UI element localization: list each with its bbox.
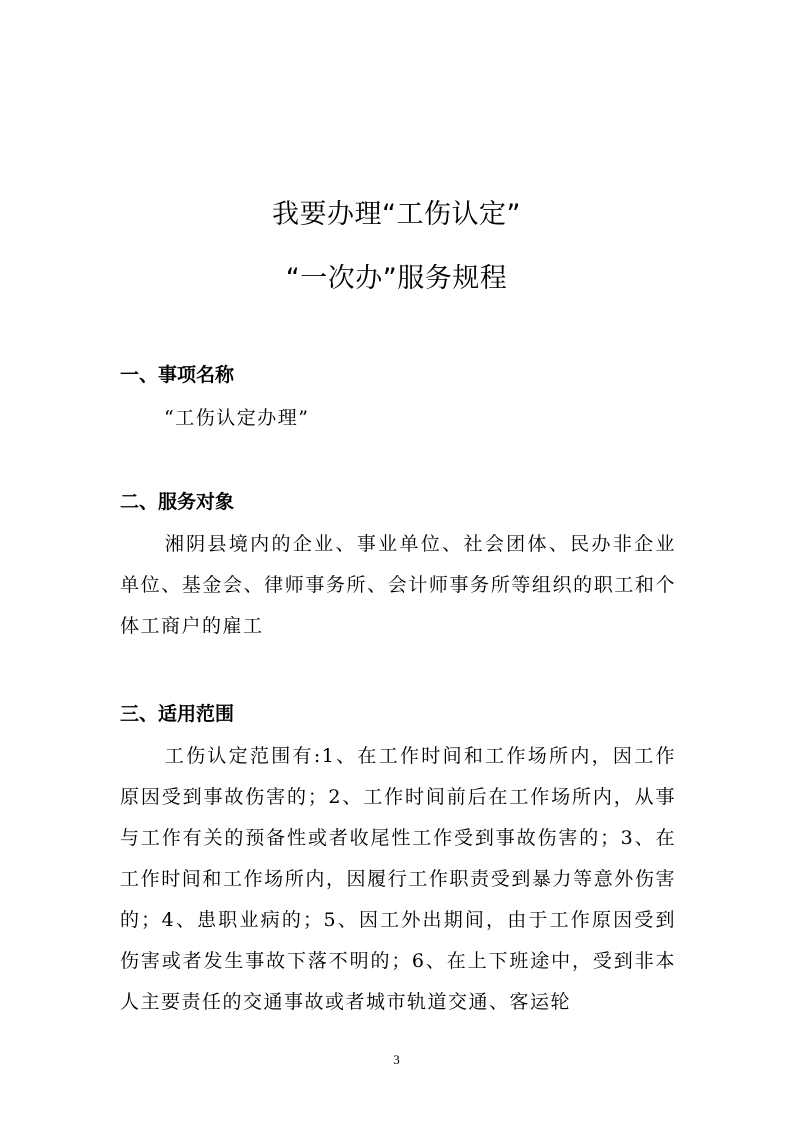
section-heading-scope: 三、适用范围 [120, 703, 235, 725]
page-number: 3 [393, 1052, 400, 1067]
section-heading-item-name: 一、事项名称 [120, 364, 235, 386]
section-body-service-target [120, 524, 676, 647]
section-body-item-name [120, 398, 676, 439]
section-heading-service-target: 二、服务对象 [120, 491, 235, 513]
section-body-text: 工伤认定范围有:1、在工作时间和工作场所内，因工作原因受到事故伤害的；2、工作时间前后在工作场所内，从事与工作有关的预备性或者收尾性工作受到事故伤害的；3、在工作时间和工作场所内，因履行工作职责受到暴力等意外伤害的；4、患职业病的；5、因工外出期间，由于工作原因受到伤害或者发生事故下落不明的；6、在上下班途中，受到非本人主要责任的交通事故或者城市轨道交通、客运轮 [120, 745, 676, 1013]
document-title-line-1: 我要办理“工伤认定” [272, 199, 521, 230]
section-body-scope [120, 736, 676, 1023]
document-title-line-2: “一次办”服务规程 [285, 263, 508, 294]
section-body-text: 湘阴县境内的企业、事业单位、社会团体、民办非企业单位、基金会、律师事务所、会计师事务所等组织的职工和个体工商户的雇工 [120, 533, 676, 637]
section-body-text: “工伤认定办理” [164, 407, 310, 429]
